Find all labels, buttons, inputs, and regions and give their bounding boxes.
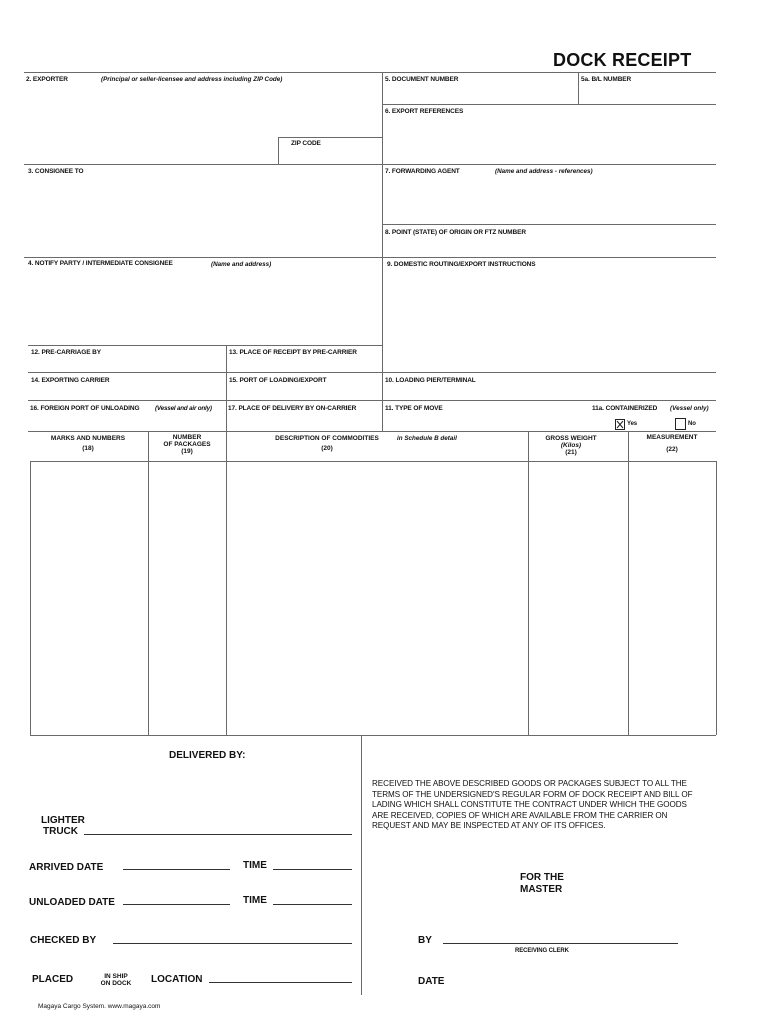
column-header-marks: MARKS AND NUMBERS (18) [50,435,126,452]
receipt-statement: RECEIVED THE ABOVE DESCRIBED GOODS OR PACKAGES SUBJECT TO ALL THE TERMS OF THE UNDERSIGNED'S REGULAR FORM OF DOCK RECEIPT AND BILL OF LADING WHICH SHALL CONSTITUTE THE CONTRACT UNDER WHICH THE GOODS ARE RECEIVED, COPIES OF WHICH ARE AVAILABLE FROM THE CARRIER ON REQUEST AND MAY BE INSPECTED AT ANY OF ITS OFFICES. [372,779,693,830]
exporting-carrier-field[interactable] [28,372,226,400]
arrived-time-line[interactable] [273,869,352,870]
loading-pier-label: 10. LOADING PIER/TERMINAL [385,377,476,384]
consignee-label: 3. CONSIGNEE TO [28,168,84,175]
number-of-packages-cell[interactable] [149,462,226,735]
exporting-carrier-label: 14. EXPORTING CARRIER [31,377,110,384]
forwarding-agent-field[interactable] [382,164,716,224]
checked-by-line[interactable] [113,943,352,944]
notify-party-note: (Name and address) [211,261,272,268]
point-of-origin-field[interactable] [382,224,716,257]
location-line[interactable] [209,982,352,983]
loading-pier-field[interactable] [382,372,716,400]
placed-label: PLACED [32,974,74,985]
zip-code-label: ZIP CODE [291,140,321,147]
foreign-port-label: 16. FOREIGN PORT OF UNLOADING [30,405,140,412]
document-number-field[interactable] [382,72,578,104]
date-label: DATE [418,976,445,987]
measurement-cell[interactable] [629,462,716,735]
type-of-move-label: 11. TYPE OF MOVE [385,405,443,412]
unloaded-time-line[interactable] [273,904,352,905]
by-label: BY [418,935,432,946]
checked-by-label: CHECKED BY [30,935,97,946]
foreign-port-field[interactable] [28,400,226,431]
master-label: MASTER [520,884,563,895]
containerized-no-checkbox[interactable] [675,418,686,430]
delivered-by-heading: DELIVERED BY: [169,750,246,761]
marks-and-numbers-cell[interactable] [31,462,148,735]
export-references-label: 6. EXPORT REFERENCES [385,108,464,115]
arrived-date-label: ARRIVED DATE [29,862,104,873]
forwarding-agent-label: 7. FORWARDING AGENT [385,168,460,175]
arrived-date-line[interactable] [123,869,230,870]
document-number-label: 5. DOCUMENT NUMBER [385,76,459,83]
point-of-origin-label: 8. POINT (STATE) OF ORIGIN OR FTZ NUMBER [385,229,526,236]
bl-number-label: 5a. B/L NUMBER [581,76,632,83]
unloaded-date-label: UNLOADED DATE [29,897,115,908]
exporter-note: (Principal or seller-licensee and address including ZIP Code) [101,76,283,83]
place-of-delivery-field[interactable] [226,400,382,431]
exporter-label: 2. EXPORTER [26,76,68,83]
domestic-routing-label: 9. DOMESTIC ROUTING/EXPORT INSTRUCTIONS [387,261,536,268]
containerized-label: 11a. CONTAINERIZED [592,405,658,412]
receiving-clerk-label: RECEIVING CLERK [515,948,569,954]
description-note: in Schedule B detail [397,435,457,442]
truck-label: TRUCK [43,826,78,837]
column-header-gross-weight: GROSS WEIGHT (Kilos) (21) [545,435,597,456]
gross-weight-cell[interactable] [529,462,628,735]
notify-party-field[interactable] [24,257,382,345]
containerized-note: (Vessel only) [670,405,709,412]
by-line[interactable] [443,943,678,944]
unloaded-date-line[interactable] [123,904,230,905]
port-of-loading-label: 15. PORT OF LOADING/EXPORT [229,377,327,384]
pre-carriage-label: 12. PRE-CARRIAGE BY [31,349,101,356]
footer-credit: Magaya Cargo System. www.magaya.com [38,1003,161,1010]
notify-party-label: 4. NOTIFY PARTY / INTERMEDIATE CONSIGNEE [28,260,173,267]
column-header-description: DESCRIPTION OF COMMODITIES (20) [275,435,379,452]
domestic-routing-field[interactable] [382,257,716,372]
unloaded-time-label: TIME [243,895,267,906]
forwarding-agent-note: (Name and address - references) [495,168,593,175]
column-header-measurement: MEASUREMENT (22) [646,434,698,453]
page-title: DOCK RECEIPT [553,50,692,70]
lighter-truck-line[interactable] [84,834,352,835]
export-references-field[interactable] [382,104,716,164]
containerized-yes-label: Yes [627,421,638,427]
column-header-packages: NUMBER OF PACKAGES (19) [163,434,211,455]
check-x-icon [616,420,624,429]
lighter-label: LIGHTER [41,815,85,826]
port-of-loading-field[interactable] [226,372,382,400]
arrived-time-label: TIME [243,860,267,871]
place-of-receipt-label: 13. PLACE OF RECEIPT BY PRE-CARRIER [229,349,357,356]
containerized-field [588,400,716,431]
foreign-port-note: (Vessel and air only) [155,405,212,412]
description-cell[interactable] [227,462,528,735]
placed-options [95,973,137,987]
location-label: LOCATION [151,974,203,985]
place-of-receipt-field[interactable] [226,345,382,372]
zip-code-field[interactable] [278,137,382,164]
type-of-move-field[interactable] [382,400,588,431]
containerized-no-label: No [688,421,696,427]
on-dock-option: ON DOCK [100,980,132,987]
pre-carriage-field[interactable] [28,345,226,372]
consignee-field[interactable] [24,164,382,257]
containerized-yes-checkbox[interactable] [615,419,625,430]
for-the-label: FOR THE [520,872,564,883]
place-of-delivery-label: 17. PLACE OF DELIVERY BY ON-CARRIER [228,405,357,412]
in-ship-option: IN SHIP [104,973,128,980]
bl-number-field[interactable] [578,72,716,104]
